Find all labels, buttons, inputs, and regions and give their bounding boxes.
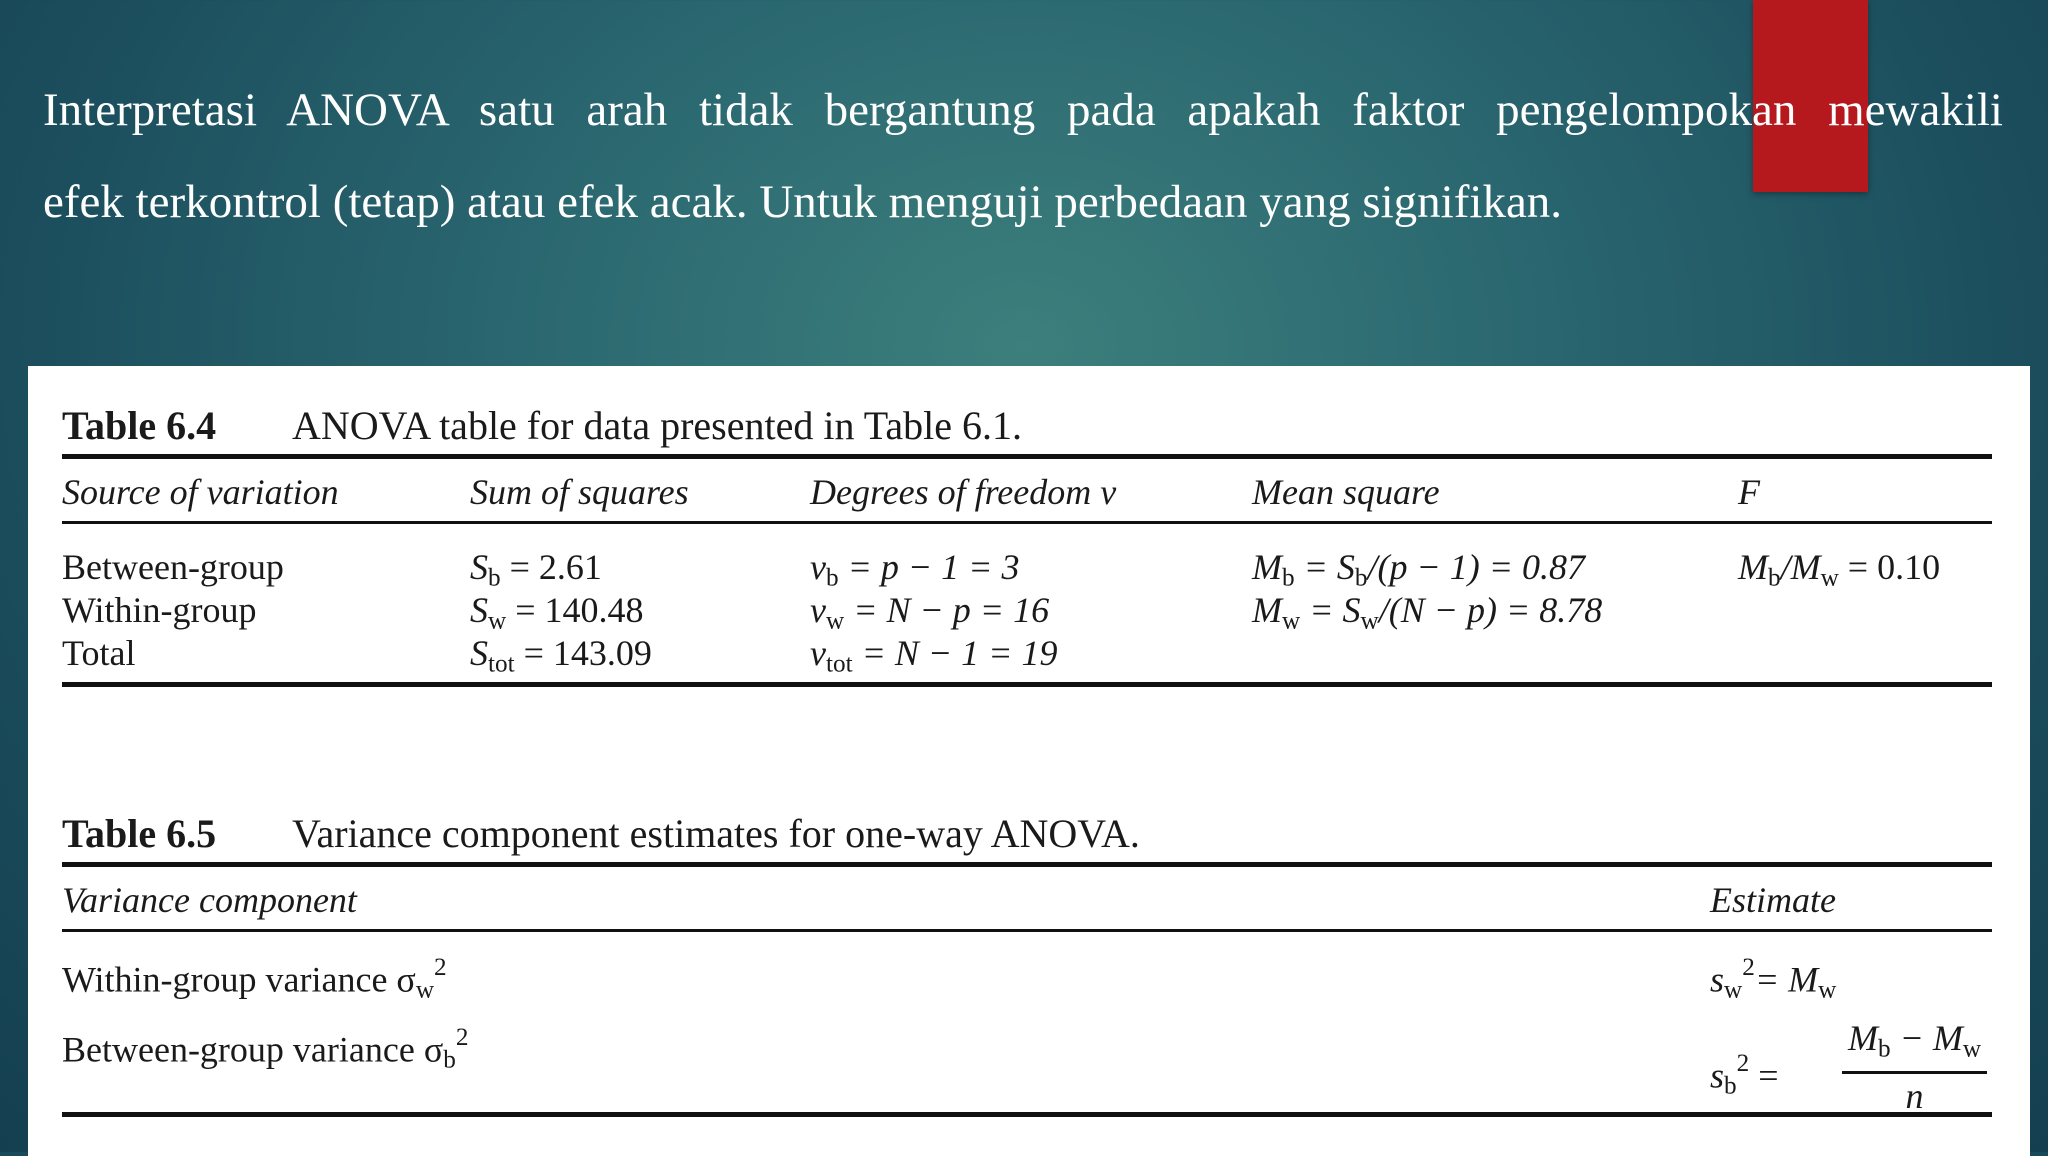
header-sum-of-squares: Sum of squares	[470, 472, 689, 512]
between-variance-fraction	[1842, 1016, 1987, 1118]
table-6-4-title: ANOVA table for data presented in Table 6.1.	[292, 403, 1022, 448]
header-mean-square: Mean square	[1252, 472, 1440, 512]
source-within: Within-group	[62, 590, 257, 630]
between-variance-estimate-lhs: $s_b^2$ =	[1710, 1050, 1779, 1100]
anova-table	[62, 398, 1992, 687]
source-total: Total	[62, 633, 136, 673]
header-source: Source of variation	[62, 472, 339, 512]
within-variance-label: Within-group variance $\sigma_w^2$	[62, 954, 447, 1004]
intro-line-2: efek terkontrol (tetap) atau efek acak. Untuk menguji perbedaan yang signifikan.	[43, 176, 1563, 228]
table-image-panel	[28, 366, 2030, 1156]
intro-paragraph	[43, 64, 2003, 248]
bottom-rule	[62, 682, 1992, 687]
header-variance-component: Variance component	[62, 880, 357, 920]
variance-table	[62, 806, 1992, 1117]
fraction-denominator: n	[1905, 1076, 1924, 1117]
table-6-5-body	[62, 932, 1992, 1117]
ss-total: $S_{tot} = 143.09$	[470, 633, 652, 678]
bottom-rule	[62, 1112, 1992, 1117]
table-6-4-header-row	[62, 459, 1992, 521]
ss-between: $S_b = 2.61$	[470, 547, 602, 592]
table-6-4-number: Table 6.4	[62, 403, 217, 448]
f-value: $M_b/M_w = 0.10$	[1738, 547, 1941, 592]
fraction-numerator: $M_b - M_w$	[1842, 1016, 1987, 1074]
between-variance-label: Between-group variance $\sigma_b^2$	[62, 1024, 469, 1074]
table-6-5-caption	[62, 806, 1992, 862]
header-degrees-of-freedom: Degrees of freedom v	[810, 472, 1117, 512]
table-6-4-caption	[62, 398, 1992, 454]
table-6-5-header-row	[62, 867, 1992, 929]
within-variance-estimate: $s_w^2= M_w$	[1710, 954, 1837, 1004]
ss-within: $S_w = 140.48$	[470, 590, 644, 635]
intro-line-1: Interpretasi ANOVA satu arah tidak bergantung pada apakah faktor pengelompokan mewakili	[43, 84, 2003, 136]
table-6-5-title: Variance component estimates for one-way ANOVA.	[292, 811, 1140, 856]
df-between: $v_b = p - 1 = 3$	[810, 547, 1020, 592]
header-f: F	[1738, 472, 1760, 512]
df-total: $v_{tot} = N - 1 = 19$	[810, 633, 1058, 678]
ms-within: $M_w = S_w/(N - p) = 8.78$	[1252, 590, 1603, 635]
df-within: $v_w = N - p = 16$	[810, 590, 1050, 635]
ms-between: $M_b = S_b/(p - 1) = 0.87$	[1252, 547, 1586, 592]
table-6-4-body	[62, 524, 1992, 682]
header-estimate: Estimate	[1710, 880, 1836, 920]
source-between: Between-group	[62, 547, 284, 587]
table-6-5-number: Table 6.5	[62, 811, 217, 856]
